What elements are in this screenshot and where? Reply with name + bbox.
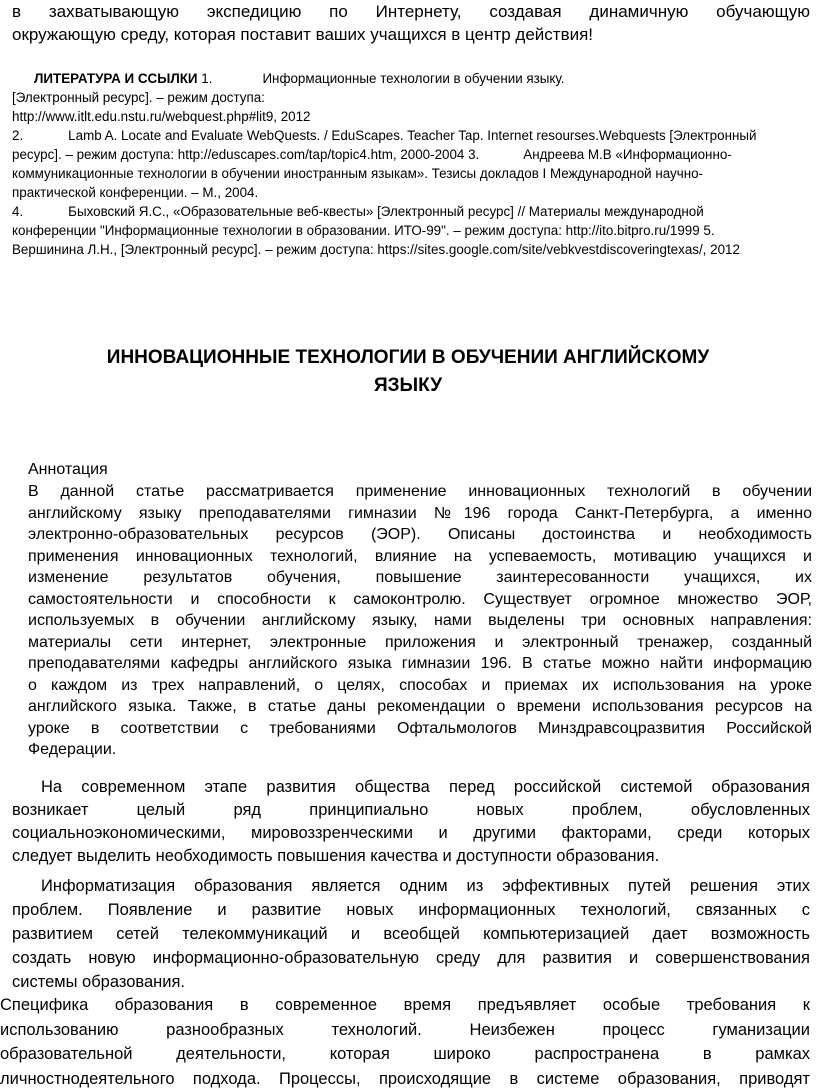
reference-line: [Электронный ресурс]. – режим доступа:: [12, 90, 265, 105]
intro-line: окружающую среду, которая поставит ваших учащихся в центр действия!: [12, 25, 594, 44]
reference-link[interactable]: http://www.itlt.edu.nstu.ru/webquest.php#lit9, 2012: [12, 109, 311, 124]
reference-line: [12, 145, 810, 164]
reference-line: практической конференции. – М., 2004.: [12, 185, 259, 200]
paragraph-line: социальноэкономическими, мировоззренческими и другими факторами, среди которых: [12, 824, 810, 842]
paragraph-line: Специфика образования в современное время предъявляет особые требования к: [0, 996, 810, 1014]
intro-line: в захватывающую экспедицию по Интернету, создавая динамичную обучающую: [12, 2, 810, 21]
reference-text: Информационные технологии в обучении языку.: [262, 71, 565, 86]
reference-line: коммуникационные технологии в обучении иностранным языкам». Тезисы докладов I Международной научно-: [12, 166, 704, 181]
references-section: [12, 69, 810, 259]
annotation-line: самостоятельности и способности к самоконтролю. Существует огромное множество ЭОР,: [28, 590, 812, 608]
reference-number: 2.: [12, 128, 24, 143]
reference-number: 4.: [12, 204, 24, 219]
body-paragraph-1: [12, 776, 810, 868]
paragraph-line: проблем. Появление и развитие новых информационных технологий, связанных с: [12, 901, 810, 919]
references-heading: ЛИТЕРАТУРА И ССЫЛКИ: [34, 71, 198, 86]
intro-paragraph: [12, 0, 810, 46]
annotation-line: материалы сети интернет, электронные приложения и электронный тренажер, созданный: [28, 633, 812, 651]
annotation-body: [28, 481, 812, 761]
reference-number: 1.: [201, 71, 213, 86]
paragraph-line: [12, 874, 810, 898]
title-line: ИННОВАЦИОННЫЕ ТЕХНОЛОГИИ В ОБУЧЕНИИ АНГЛИЙСКОМУ: [106, 347, 710, 368]
annotation-line: Федерации.: [28, 741, 117, 758]
paragraph-line: возникает целый ряд принципиально новых проблем, обусловленных: [12, 801, 810, 819]
annotation-line: преподавателями кафедры английского языка гимназии 196. В статье можно найти информацию: [28, 655, 812, 672]
annotation-line: о каждом из трех направлений, о целях, способах и приемах их использования на уроке: [28, 676, 812, 694]
paragraph-line: развитием сетей телекоммуникаций и всеобщей компьютеризацией дает возможность: [12, 925, 810, 943]
paragraph-text: Информатизация образования является одним из эффективных путей решения этих: [41, 877, 810, 895]
paragraph-line: системы образования.: [12, 973, 186, 991]
paragraph-line: следует выделить необходимость повышения качества и доступности образования.: [12, 847, 660, 865]
title-line: ЯЗЫКУ: [373, 375, 443, 396]
annotation-line: английскому языку преподавателями гимназии №196 города Санкт-Петербурга, а именно: [28, 504, 812, 522]
reference-5: Вершинина Л.Н., [Электронный ресурс]. – режим доступа: https://sites.google.com/site/vebkvestdiscoveringtexas/, 2012: [12, 242, 740, 257]
annotation-line: используемых в обучении английскому языку, нами выделены три основных направления:: [28, 612, 812, 629]
annotation-line: уроке в соответствии с требованиями Офтальмологов Минздравсоцразвития Российской: [28, 719, 812, 737]
reference-line: конференции "Информационные технологии в образовании. ИТО-99". – режим доступа: http://ito.bitpro.ru/1999 5.: [12, 223, 715, 238]
annotation-line: электронно-образовательных ресурсов (ЭОР). Описаны достоинства и необходимость: [28, 526, 812, 543]
paragraph-line: создать новую информационно-образовательную среду для развития и совершенствования: [12, 949, 810, 967]
paragraph-line: образовательной деятельности, которая широко распространена в рамках: [0, 1045, 810, 1063]
body-paragraph-2: [12, 874, 810, 994]
paragraph-line: личностнодеятельного подхода. Процессы, происходящие в системе образования, приводят: [0, 1069, 810, 1088]
reference-2: [12, 126, 810, 145]
annotation-line: изменение результатов обучения, повышение заинтересованности учащихся, их: [28, 569, 812, 586]
annotation-line: В данной статье рассматривается применение инновационных технологий в обучении: [28, 483, 812, 500]
reference-text: Lamb A. Locate and Evaluate WebQuests. / EduScapes. Teacher Tap. Internet resourses.Webquests [Электронный: [68, 128, 757, 143]
annotation-line: применения инновационных технологий, влияние на успеваемость, мотивацию учащихся и: [28, 547, 812, 565]
reference-1: [12, 69, 810, 88]
reference-3-text: Андреева М.В «Информационно-: [523, 147, 732, 162]
reference-text: Быховский Я.С., «Образовательные веб-квесты» [Электронный ресурс] // Материалы международной: [68, 204, 704, 219]
paragraph-line: использованию разнообразных технологий. Неизбежен процесс гуманизации: [0, 1020, 810, 1039]
article-title: [20, 344, 796, 400]
paragraph-text: На современном этапе развития общества перед российской системой образования: [41, 778, 810, 796]
reference-4: [12, 202, 810, 221]
reference-text: ресурс]. – режим доступа: http://eduscapes.com/tap/topic4.htm, 2000-2004 3.: [12, 147, 480, 162]
annotation-line: английского языка. Также, в статье даны рекомендации о времени использования ресурсов на: [28, 698, 812, 715]
paragraph-line: [12, 776, 810, 799]
annotation-heading: Аннотация: [28, 461, 108, 478]
body-paragraph-3: [0, 993, 810, 1091]
